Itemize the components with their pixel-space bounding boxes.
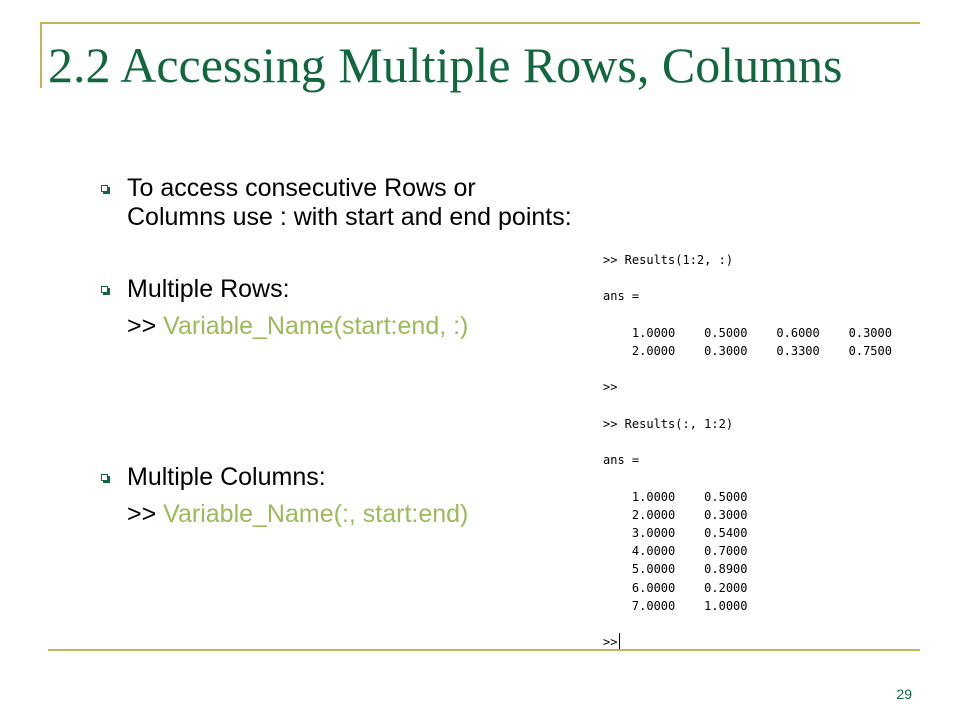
bullet-text: Multiple Rows: — [127, 275, 290, 303]
console-output-row: 3.0000 0.5400 — [603, 526, 748, 541]
console-command-columns: >> Results(:, 1:2) — [603, 416, 734, 431]
square-bullet-icon — [101, 474, 108, 481]
console-prompt: >> — [603, 380, 618, 395]
command-code: Variable_Name(start:end, :) — [163, 312, 469, 340]
rows-command-example — [100, 312, 580, 341]
bullet-item-consecutive-access — [100, 174, 580, 232]
console-output-row: 1.0000 0.5000 0.6000 0.3000 — [603, 325, 892, 340]
bottom-divider-line — [48, 649, 920, 651]
console-output-row: 1.0000 0.5000 — [603, 489, 748, 504]
page-number: 29 — [896, 686, 912, 702]
bullet-text: To access consecutive Rows or Columns use : with start and end points: — [127, 174, 572, 231]
console-output-row: 2.0000 0.3000 0.3300 0.7500 — [603, 344, 892, 359]
console-output-row: 6.0000 0.2000 — [603, 580, 748, 595]
bullet-text: Multiple Columns: — [127, 463, 326, 491]
square-bullet-icon — [101, 286, 108, 293]
command-code: Variable_Name(:, start:end) — [163, 500, 469, 528]
console-ans-label: ans = — [603, 289, 640, 304]
matlab-console-output — [603, 251, 892, 651]
square-bullet-icon — [101, 185, 108, 192]
left-accent-line — [40, 22, 42, 88]
console-output-row: 4.0000 0.7000 — [603, 544, 748, 559]
command-prompt: >> — [127, 312, 157, 340]
bullet-list — [100, 174, 580, 529]
console-ans-label: ans = — [603, 453, 640, 468]
slide-title: 2.2 Accessing Multiple Rows, Columns — [48, 37, 843, 93]
command-prompt: >> — [127, 500, 157, 528]
bullet-item-multiple-rows — [100, 275, 580, 304]
top-divider-line — [40, 22, 920, 24]
bullet-item-multiple-columns — [100, 463, 580, 492]
console-output-row: 7.0000 1.0000 — [603, 598, 748, 613]
console-output-row: 2.0000 0.3000 — [603, 507, 748, 522]
columns-command-example — [100, 500, 580, 529]
console-output-row: 5.0000 0.8900 — [603, 562, 748, 577]
console-command-rows: >> Results(1:2, :) — [603, 253, 734, 267]
console-final-prompt[interactable]: >> — [603, 635, 618, 650]
text-cursor — [619, 633, 620, 649]
